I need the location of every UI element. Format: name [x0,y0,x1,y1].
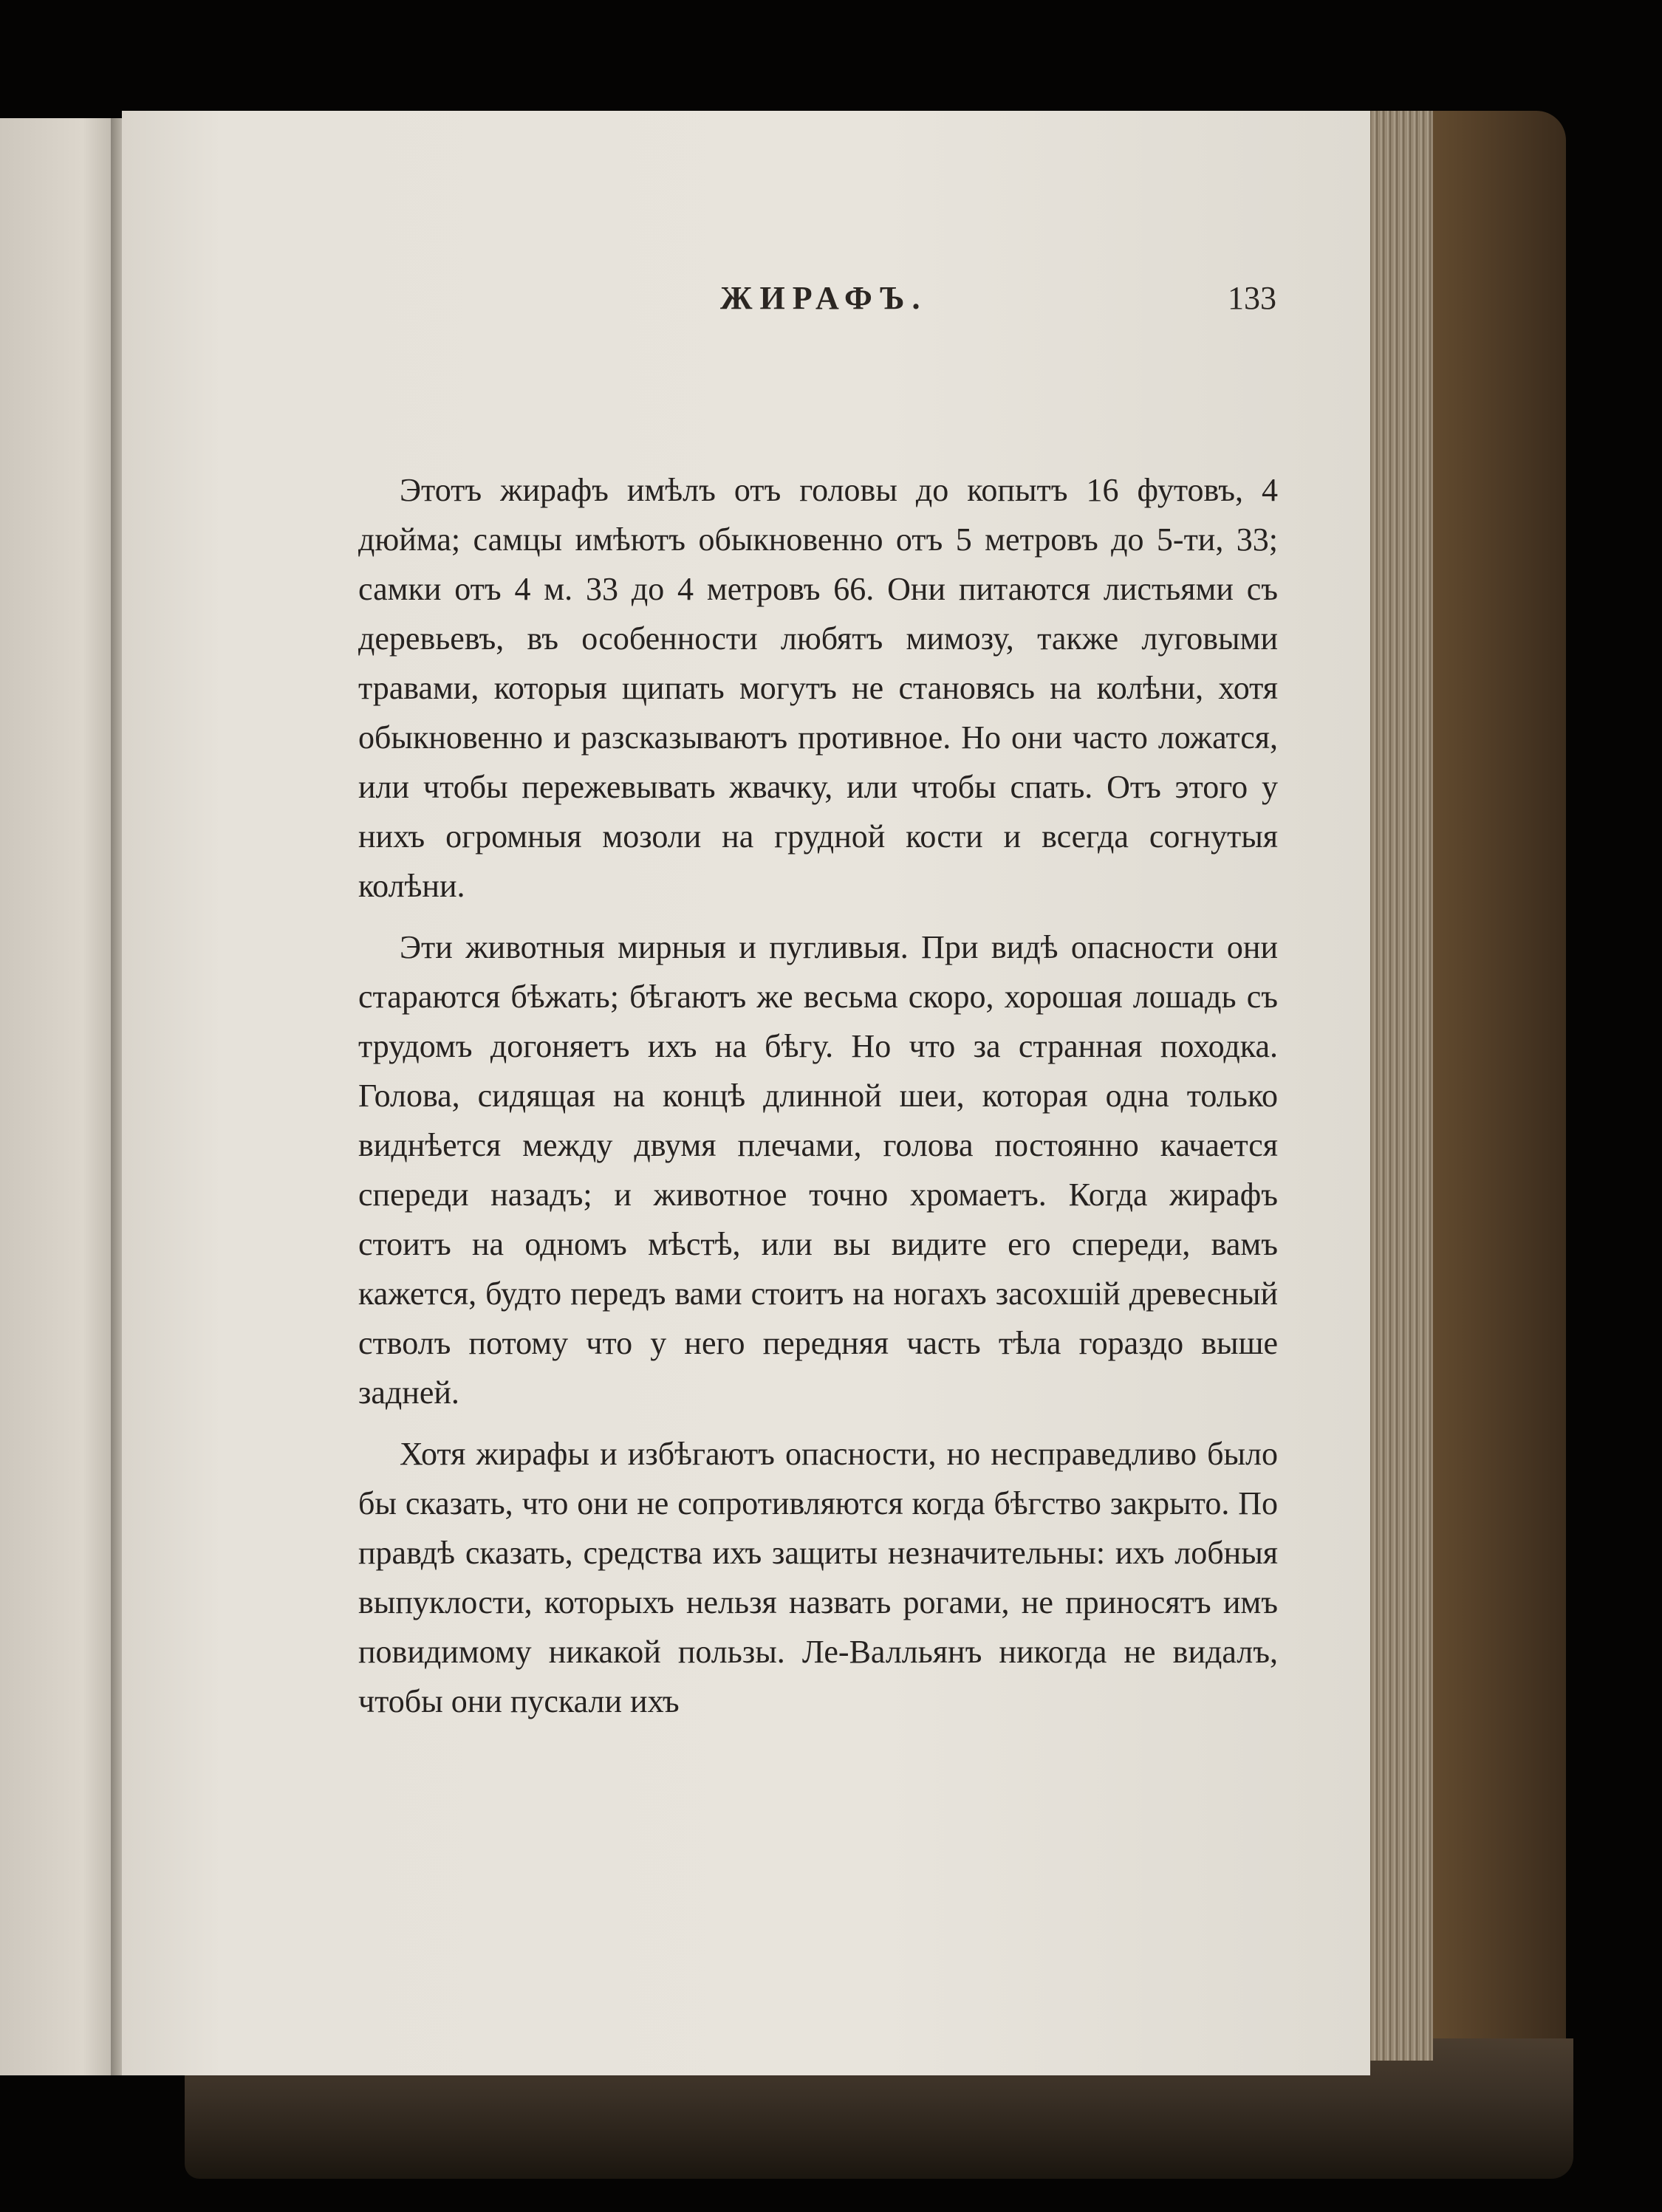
running-title: ЖИРАФЪ. [720,280,928,316]
paragraph-1: Этотъ жирафъ имѣлъ отъ головы до копытъ 16 футовъ, 4 дюйма; самцы имѣютъ обыкновенно отъ 5 метровъ до 5-ти, 33; самки отъ 4 м. 33 до 4 метровъ 66. Они питаются листьями съ деревьевъ, въ особенности любятъ мимозу, также луговыми травами, которыя щипать могутъ не становясь на колѣни, хотя обыкновенно и разсказываютъ противное. Но они часто ложатся, или чтобы пережевывать жвачку, или чтобы спать. Отъ этого у нихъ огромныя мозоли на грудной кости и всегда согнутыя колѣни. [358,472,1278,904]
body-text [358,465,1278,1738]
page-number: 133 [1228,280,1276,316]
paragraph-3: Хотя жирафы и избѣгаютъ опасности, но несправедливо было бы сказать, что они не сопротивляются когда бѣгство закрыто. По правдѣ сказать, средства ихъ защиты незначительны: ихъ лобныя выпуклости, которыхъ нельзя назвать рогами, не приносятъ имъ повидимому никакой пользы. Ле-Валльянъ никогда не видалъ, чтобы они пускали ихъ [358,1436,1278,1719]
book-page [122,111,1370,2075]
left-page-edge [0,118,118,2075]
page-header [122,279,1370,323]
paragraph-2: Эти животныя мирныя и пугливыя. При видѣ опасности они стараются бѣжать; бѣгаютъ же весьма скоро, хорошая лошадь съ трудомъ догоняетъ ихъ на бѣгу. Но что за странная походка. Голова, сидящая на концѣ длинной шеи, которая одна только виднѣется между двумя плечами, голова постоянно качается спереди назадъ; и животное точно хромаетъ. Когда жирафъ стоитъ на одномъ мѣстѣ, или вы видите его спереди, вамъ кажется, будто передъ вами стоитъ на ногахъ засохшій древесный стволъ потому что у него передняя часть тѣла гораздо выше задней. [358,929,1278,1411]
page-edges [1359,111,1433,2061]
